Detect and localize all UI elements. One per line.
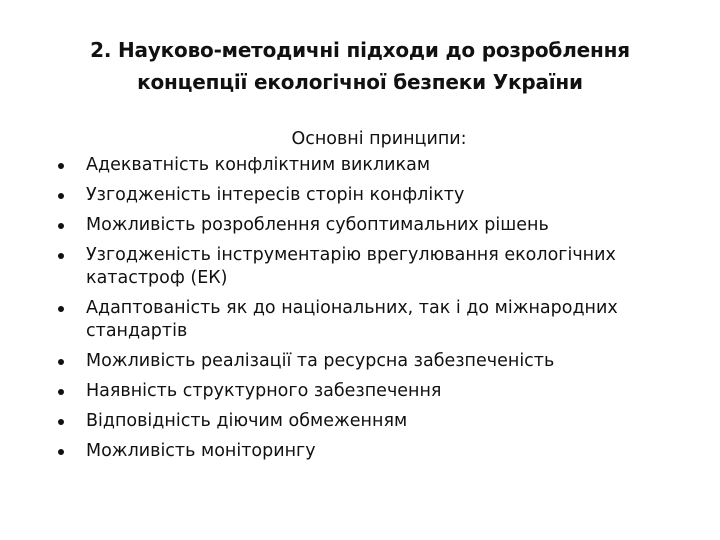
list-item-text: Адекватність конфліктним викликам: [86, 155, 431, 175]
list-item-text: Можливість розроблення субоптимальних рішень: [86, 215, 549, 235]
bullet-icon: [58, 389, 64, 395]
principles-heading: Основні принципи:: [291, 129, 467, 149]
list-item-text: Наявність структурного забезпечення: [86, 381, 442, 401]
bullet-icon: [58, 419, 64, 425]
bullet-icon: [58, 449, 64, 455]
list-item: [52, 410, 682, 433]
bullet-icon: [58, 359, 64, 365]
list-item: [52, 350, 682, 373]
list-item-text: Відповідність діючим обмеженням: [86, 411, 408, 431]
list-item-text: Можливість моніторингу: [86, 441, 316, 461]
bullet-icon: [58, 193, 64, 199]
slide-content: [52, 124, 682, 470]
list-item-text: Можливість реалізації та ресурсна забезпеченість: [86, 351, 555, 371]
slide-title-line-2: концепції екологічної безпеки України: [137, 70, 583, 94]
bullet-icon: [58, 163, 64, 169]
bullet-icon: [58, 223, 64, 229]
list-item-text: Узгодженість інтересів сторін конфлікту: [86, 185, 465, 205]
bullet-icon: [58, 306, 64, 312]
list-item: [52, 297, 682, 343]
slide-title: [60, 34, 660, 98]
list-item: [52, 184, 682, 207]
list-item: [52, 154, 682, 177]
list-item: [52, 440, 682, 463]
principles-list: [52, 154, 682, 463]
list-item-text: Адаптованість як до національних, так і до міжнародних стандартів: [86, 298, 618, 341]
slide-title-line-1: 2. Науково-методичні підходи до розроблення: [90, 38, 630, 62]
list-item: [52, 380, 682, 403]
bullet-icon: [58, 253, 64, 259]
list-item-text: Узгодженість інструментарію врегулювання екологічних катастроф (ЕК): [86, 245, 616, 288]
list-item: [52, 244, 682, 290]
list-item: [52, 214, 682, 237]
